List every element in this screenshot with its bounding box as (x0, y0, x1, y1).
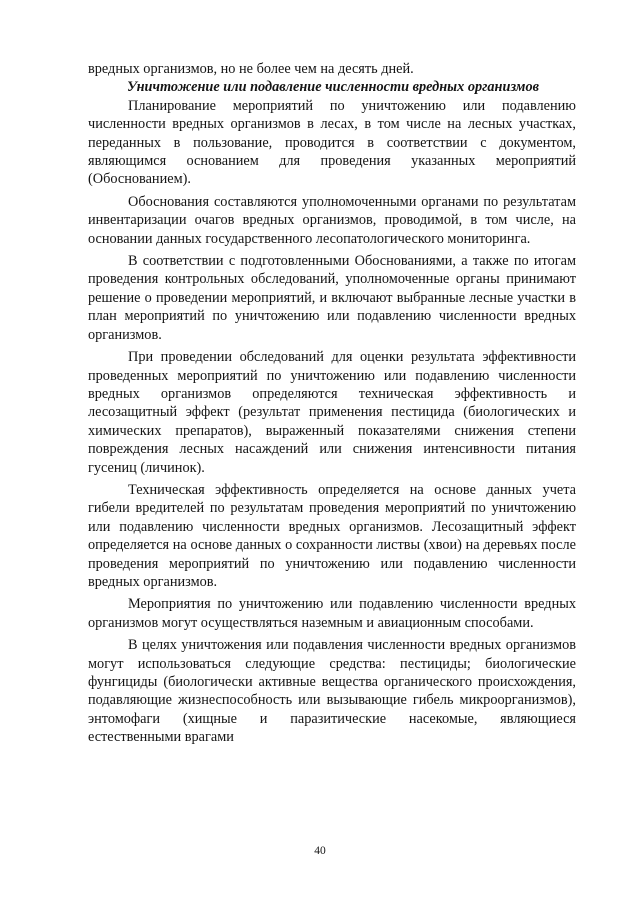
paragraph: Планирование мероприятий по уничтожению или подавлению численности вредных организмов в лесах, в том числе на лесных участках, переданных в пользование, проводится в соответствии с документом, являющимся основанием для проведения указанных мероприятий (Обоснованием). (88, 97, 576, 188)
page-number: 40 (314, 845, 326, 857)
paragraph: При проведении обследований для оценки результата эффективности проведенных мероприятий по уничтожению или подавлению численности вредных организмов определяются техническая эффективность и лесозащитный эффект (результат применения пестицида (биологических и химических препаратов), выраженный показателями снижения степени повреждения лесных насаждений или снижения интенсивности питания гусениц (личинок). (88, 349, 576, 476)
paragraph: Мероприятия по уничтожению или подавлению численности вредных организмов могут осуществляться наземным и авиационным способами. (88, 596, 576, 631)
lead-line: вредных организмов, но не более чем на десять дней. (88, 61, 414, 77)
section-heading: Уничтожение или подавление численности вредных организмов (127, 79, 539, 96)
body-text (88, 60, 576, 747)
paragraph: Техническая эффективность определяется на основе данных учета гибели вредителей по результатам проведения мероприятий по уничтожению или подавлению численности вредных организмов. Лесозащитный эффект определяется на основе данных о сохранности листвы (хвои) на деревьях после проведения мероприятий по уничтожению или подавлению численности вредных организмов. (88, 481, 576, 590)
paragraph: В целях уничтожения или подавления численности вредных организмов могут использоваться следующие средства: пестициды; биологические фунгициды (биологически активные вещества органического происхождения, подавляющие жизнеспособность или вызывающие гибель микроорганизмов), энтомофаги (хищные и паразитические насекомые, являющиеся естественными врагами (88, 637, 576, 746)
paragraph: Обоснования составляются уполномоченными органами по результатам инвентаризации очагов вредных организмов, проводимой, в том числе, на основании данных государственного лесопатологического мониторинга. (88, 193, 576, 247)
paragraph: В соответствии с подготовленными Обоснованиями, а также по итогам проведения контрольных обследований, уполномоченные органы принимают решение о проведении мероприятий, и включают выбранные лесные участки в план мероприятий по уничтожению или подавлению численности вредных организмов. (88, 253, 576, 343)
